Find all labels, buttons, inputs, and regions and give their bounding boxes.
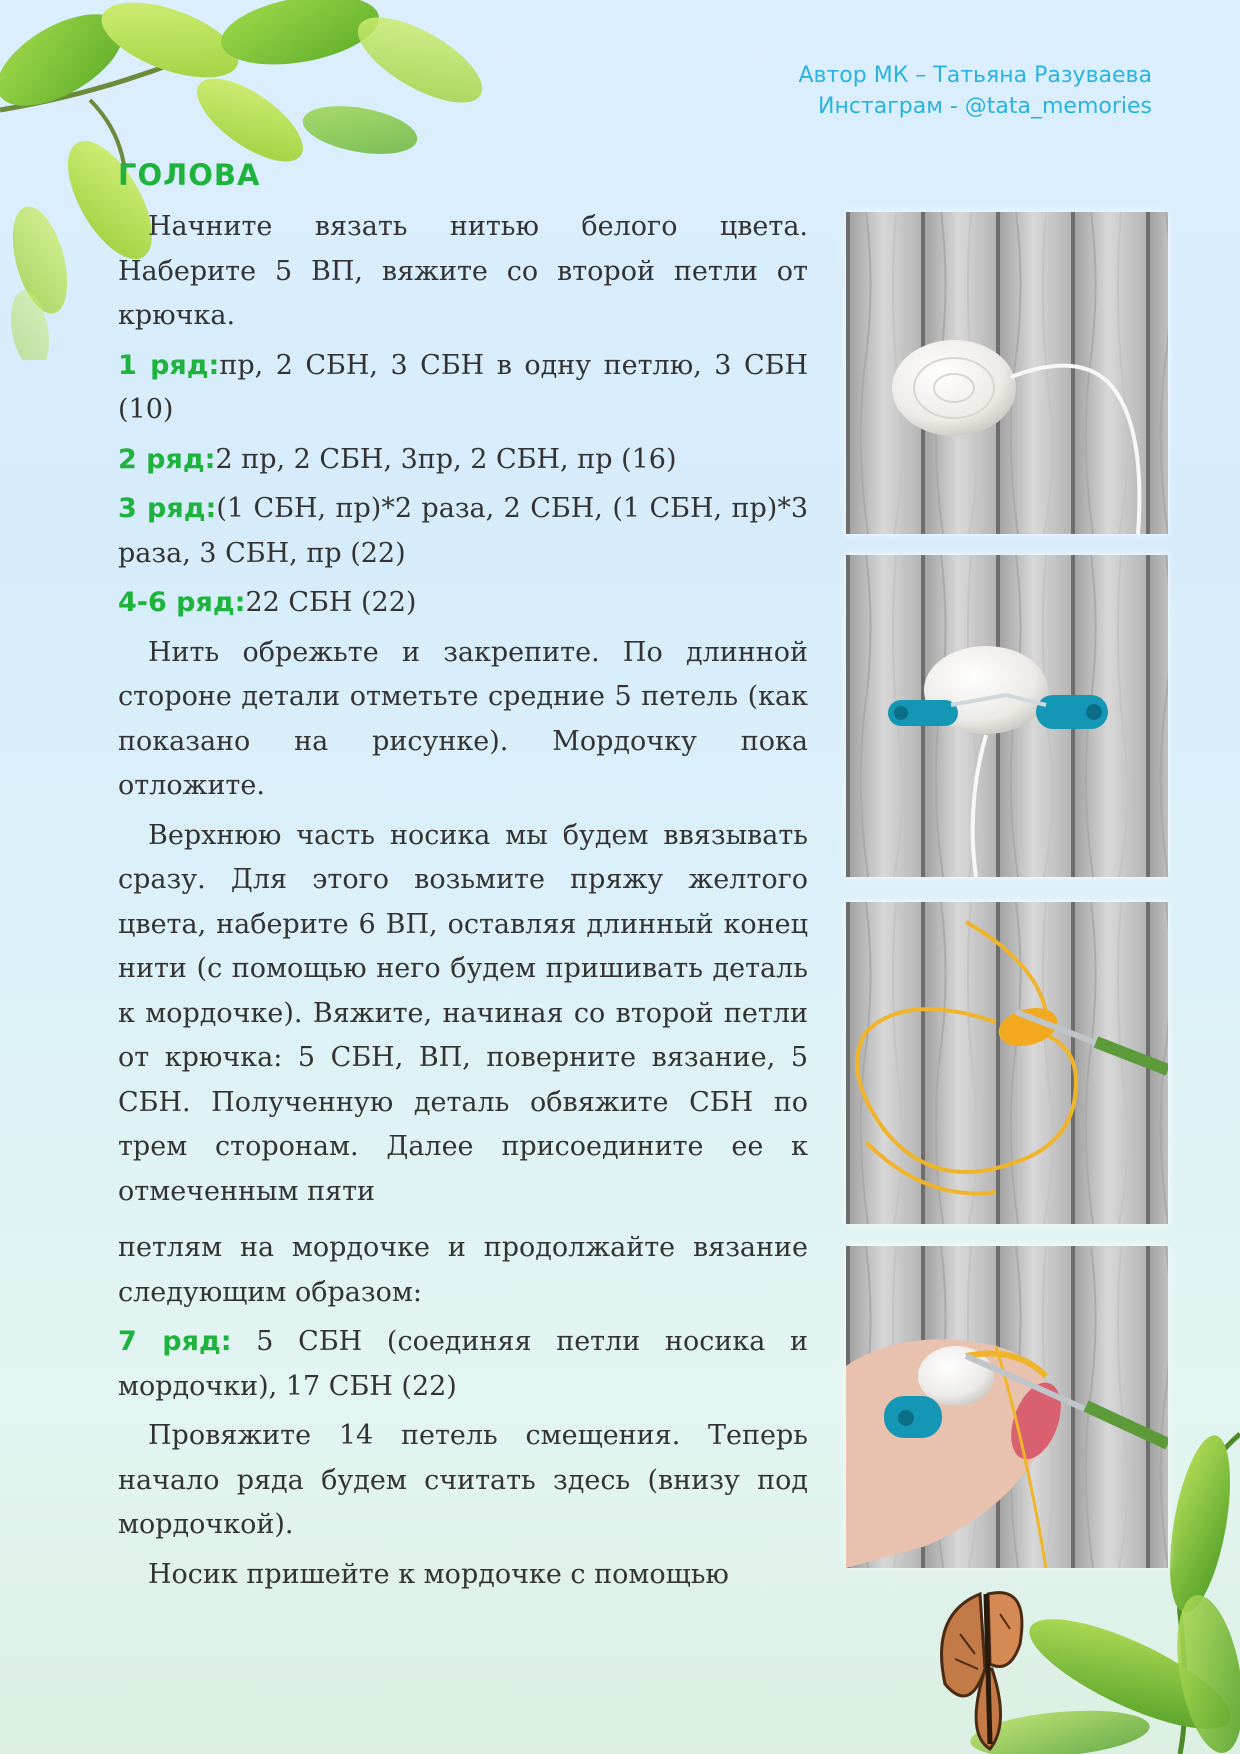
paragraph-intro: Начните вязать нитью белого цвета. Наберите 5 ВП, вяжите со второй петли от крючка. xyxy=(118,211,808,331)
row-7 xyxy=(118,1320,808,1409)
row-3 xyxy=(118,487,808,576)
row-3-text: (1 СБН, пр)*2 раза, 2 СБН, (1 СБН, пр)*3 раза, 3 СБН, пр (22) xyxy=(118,493,809,569)
stitch-marker-icon xyxy=(884,1396,942,1438)
instructions-text xyxy=(118,205,808,1597)
paragraph-sew-nose: Носик пришейте к мордочке с помощью xyxy=(148,1558,729,1590)
row-1-label: 1 ряд: xyxy=(118,349,220,381)
author-credit xyxy=(798,60,1152,122)
row-4-6-label: 4-6 ряд: xyxy=(118,587,246,618)
row-2-label: 2 ряд: xyxy=(118,443,216,475)
section-title: ГОЛОВА xyxy=(118,158,261,192)
instagram-line: Инстаграм - @tata_memories xyxy=(818,94,1152,119)
row-2 xyxy=(118,438,808,483)
photo-marked-loops xyxy=(846,555,1168,877)
row-3-label: 3 ряд: xyxy=(118,493,217,524)
row-1 xyxy=(118,344,808,433)
paragraph-offset: Провяжите 14 петель смещения. Теперь начало ряда будем считать здесь (внизу под мордочкой). xyxy=(118,1420,808,1540)
photo-joining-nose xyxy=(846,1246,1168,1568)
row-4-6 xyxy=(118,581,808,626)
author-line: Автор МК – Татьяна Разуваева xyxy=(798,63,1152,88)
row-7-label: 7 ряд: xyxy=(118,1326,232,1357)
paragraph-nose-part-cont: петлям на мордочке и продолжайте вязание следующим образом: xyxy=(118,1232,808,1308)
row-2-text: 2 пр, 2 СБН, 3пр, 2 СБН, пр (16) xyxy=(215,443,677,475)
photo-yellow-nose-part xyxy=(846,902,1168,1224)
row-1-text: пр, 2 СБН, 3 СБН в одну петлю, 3 СБН (10) xyxy=(118,349,808,425)
row-4-6-text: 22 СБН (22) xyxy=(245,587,417,618)
photo-white-head-piece xyxy=(846,212,1168,534)
paragraph-nose-part: Верхнюю часть носика мы будем ввязывать сразу. Для этого возьмите пряжу желтого цвета, наберите 6 ВП, оставляя длинный конец нити (с помощью него будем пришивать деталь к мордочке). Вяжите, начиная со второй петли от крючка: 5 СБН, ВП, поверните вязание, 5 СБН. Полученную деталь обвяжите СБН по трем сторонам. Далее присоедините ее к отмеченным пяти xyxy=(118,819,808,1207)
paragraph-mark-loops: Нить обрежьте и закрепите. По длинной стороне детали отметьте средние 5 петель (как показано на рисунке). Мордочку пока отложите. xyxy=(118,636,808,801)
row-7-text: 5 СБН (соединяя петли носика и мордочки), 17 СБН (22) xyxy=(118,1326,808,1402)
